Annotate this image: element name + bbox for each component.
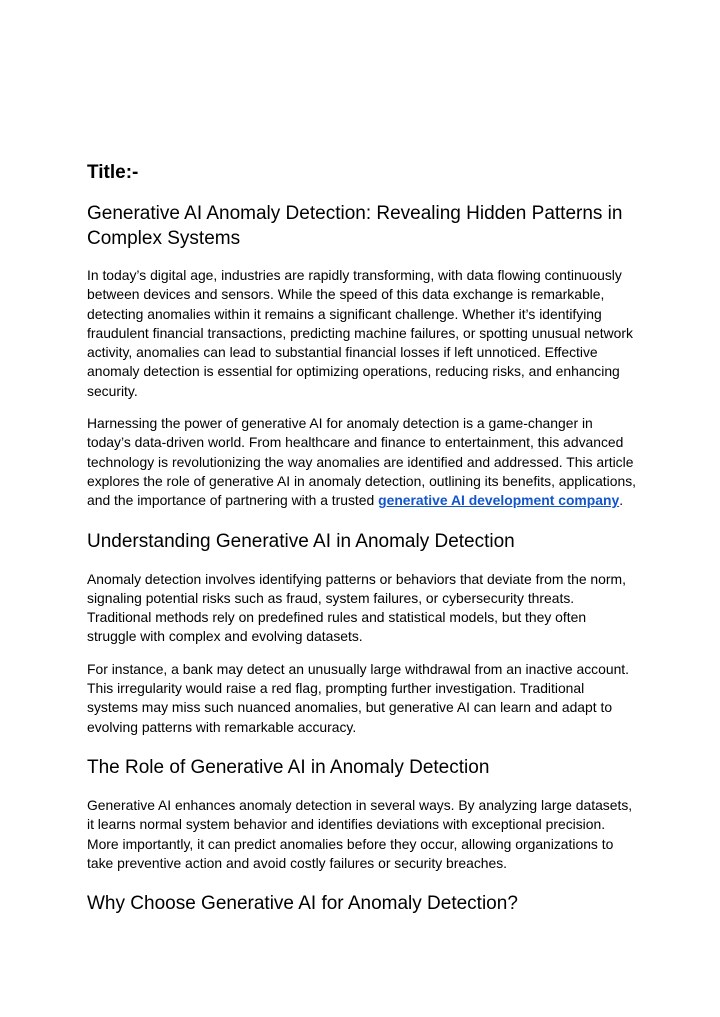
section-2-heading: The Role of Generative AI in Anomaly Detection	[87, 756, 490, 778]
intro-paragraph-2-text: Harnessing the power of generative AI for anomaly detection is a game-changer in today’s data-driven world. From healthcare and finance to entertainment, this advanced technology is revolutionizing the way anomalies are identified and addressed. This article explores the role of generative AI in anomaly detection, outlining its benefits, applications, and the importance of partnering with a trusted	[87, 415, 637, 509]
section-1-heading: Understanding Generative AI in Anomaly Detection	[87, 530, 515, 552]
intro-paragraph-2	[87, 414, 637, 510]
section-3-heading: Why Choose Generative AI for Anomaly Detection?	[87, 893, 518, 915]
section-1-paragraph-2: For instance, a bank may detect an unusually large withdrawal from an inactive account. This irregularity would raise a red flag, prompting further investigation. Traditional systems may miss such nuanced anomalies, but generative AI can learn and adapt to evolving patterns with remarkable accuracy.	[87, 660, 630, 735]
document-label: Title:-	[87, 162, 139, 183]
generative-ai-company-link[interactable]: generative AI development company	[378, 492, 620, 509]
intro-paragraph-1: In today’s digital age, industries are rapidly transforming, with data flowing continuously between devices and sensors. While the speed of this data exchange is remarkable, detecting anomalies within it remains a significant challenge. Whether it’s identifying fraudulent financial transactions, predicting machine failures, or spotting unusual network activity, anomalies can lead to substantial financial losses if left unnoticed. Effective anomaly detection is essential for optimizing operations, reducing risks, and enhancing security.	[87, 267, 633, 399]
document-body	[87, 160, 637, 932]
intro-paragraph-2-end: .	[619, 492, 624, 509]
section-2-paragraph-1: Generative AI enhances anomaly detection in several ways. By analyzing large datasets, it learns normal system behavior and identifies deviations with exceptional precision. More importantly, it can predict anomalies before they occur, allowing organizations to take preventive action and avoid costly failures or security breaches.	[87, 796, 633, 871]
document-title: Generative AI Anomaly Detection: Revealing Hidden Patterns in Complex Systems	[87, 203, 623, 249]
section-1-paragraph-1: Anomaly detection involves identifying patterns or behaviors that deviate from the norm, signaling potential risks such as fraud, system failures, or cybersecurity threats. Traditional methods rely on predefined rules and statistical models, but they often struggle with complex and evolving datasets.	[87, 570, 626, 645]
